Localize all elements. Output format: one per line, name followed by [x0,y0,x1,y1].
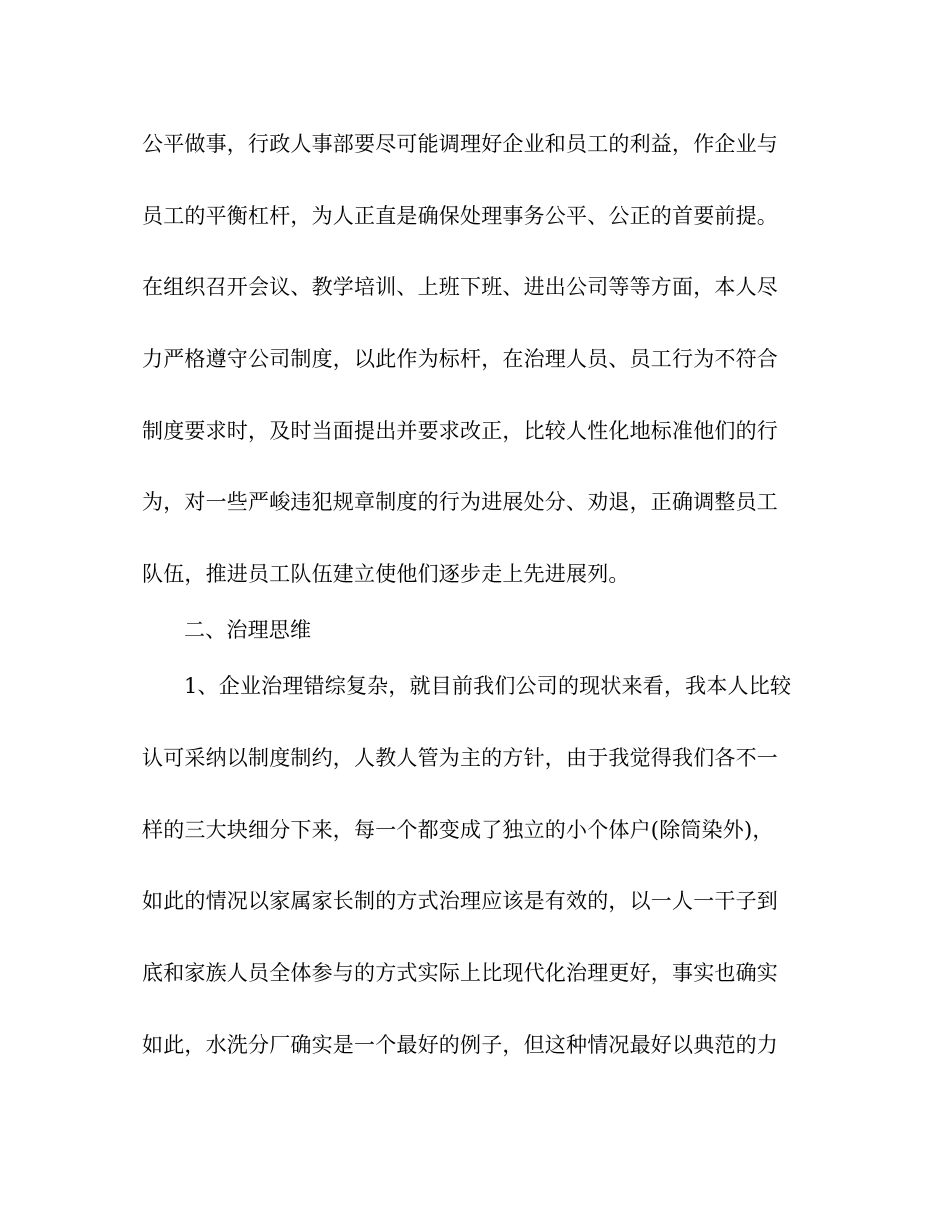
paragraph-line-4: 力严格遵守公司制度，以此作为标杆，在治理人员、员工行为不符合 [142,347,778,372]
paragraph-line-3: 在组织召开会议、教学培训、上班下班、进出公司等等方面，本人尽 [142,275,778,300]
paragraph-line-7: 队伍，推进员工队伍建立使他们逐步走上先进展列。 [142,562,630,587]
paragraph-line-10: 认可采纳以制度制约，人教人管为主的方针，由于我觉得我们各不一 [142,745,778,770]
document-body [142,122,812,1094]
paragraph-line-6: 为，对一些严峻违犯规章制度的行为进展处分、劝退，正确调整员工 [142,490,778,515]
paragraph-line-9: 1、企业治理错综复杂，就目前我们公司的现状来看，我本人比较 [184,674,792,699]
paragraph-line-12: 如此的情况以家属家长制的方式治理应该是有效的，以一人一干子到 [142,889,778,914]
paragraph-line-5: 制度要求时，及时当面提出并要求改正，比较人性化地标准他们的行 [142,418,778,443]
paragraph-line-13: 底和家族人员全体参与的方式实际上比现代化治理更好，事实也确实 [142,960,778,985]
paragraph-line-1: 公平做事，行政人事部要尽可能调理好企业和员工的利益，作企业与 [142,132,778,156]
paragraph-line-2: 员工的平衡杠杆，为人正直是确保处理事务公平、公正的首要前提。 [142,203,778,228]
section-heading: 二、治理思维 [184,618,312,643]
paragraph-line-11: 样的三大块细分下来，每一个都变成了独立的小个体户(除筒染外)， [142,817,774,842]
paragraph-line-14: 如此，水洗分厂确实是一个最好的例子，但这种情况最好以典范的力 [142,1032,778,1057]
